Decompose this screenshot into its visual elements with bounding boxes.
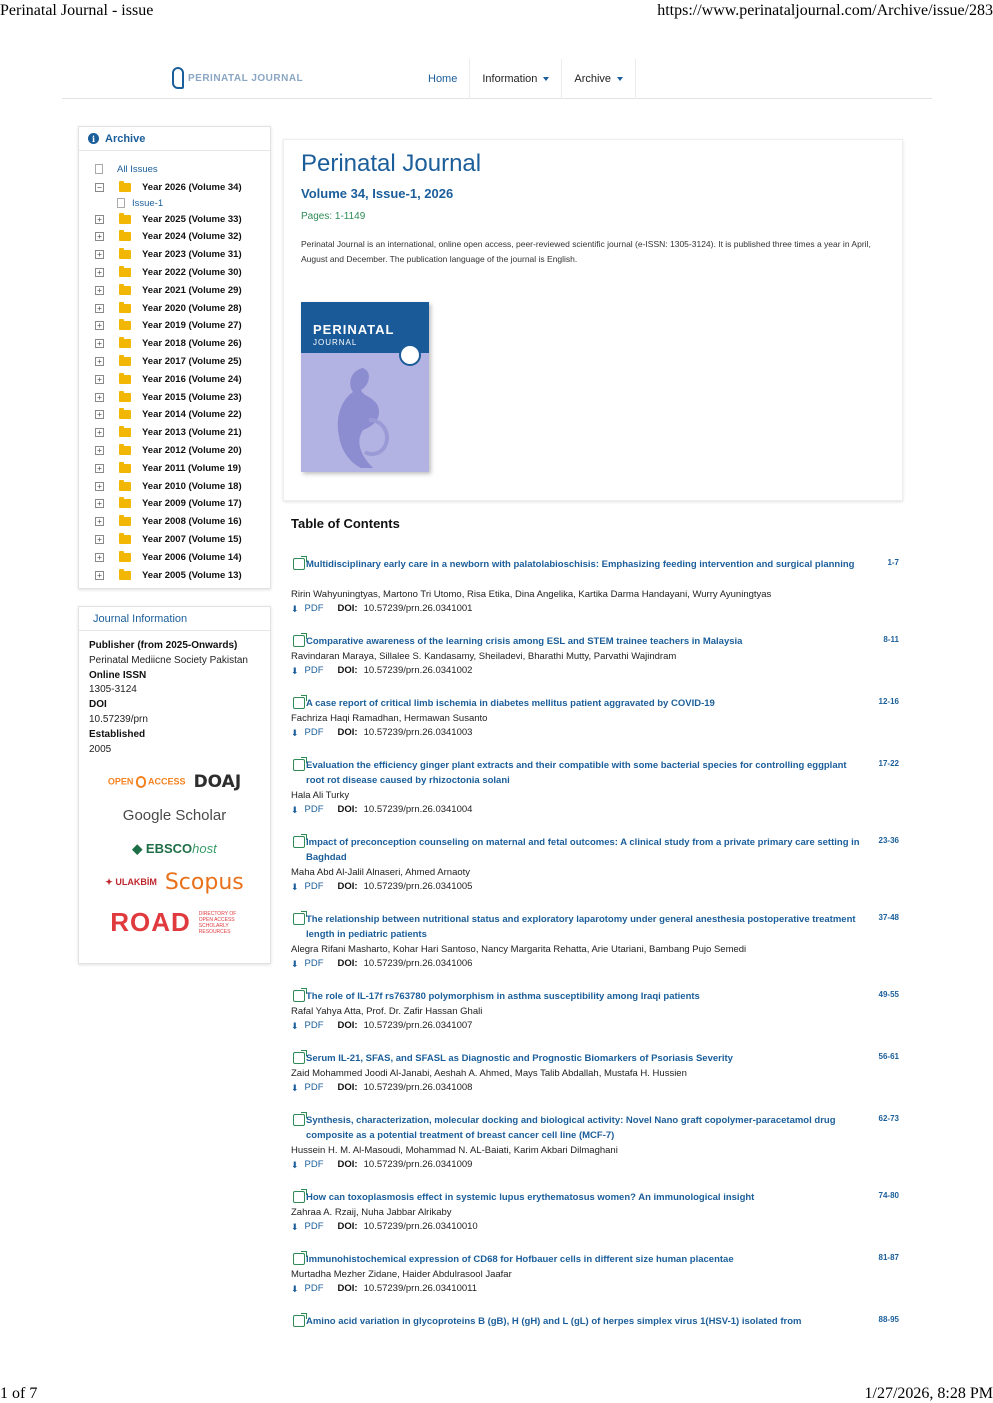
year-label: Year 2023 (Volume 31) xyxy=(142,249,242,261)
year-label: Year 2022 (Volume 30) xyxy=(142,266,242,278)
tree-item-year[interactable] xyxy=(95,211,242,227)
tree-item-year[interactable] xyxy=(95,389,242,405)
folder-icon xyxy=(119,517,131,526)
tree-item-year[interactable] xyxy=(95,496,242,512)
download-icon: ⬇ xyxy=(291,1083,299,1093)
article-authors: Alegra Rifani Masharto, Kohar Hari Santoso, Nancy Margarita Rehatta, Arie Utariani, Bambang Pujo Semedi xyxy=(291,944,747,955)
document-icon xyxy=(117,198,125,208)
article-doi-row xyxy=(291,957,472,971)
doi-label: DOI: xyxy=(337,1020,358,1031)
article-authors: Murtadha Mezher Zidane, Haider Abdulrasool Jaafar xyxy=(291,1269,512,1280)
year-label: Year 2011 (Volume 19) xyxy=(142,462,242,474)
ebsco-badge[interactable] xyxy=(132,841,216,857)
article-authors: Ravindaran Maraya, Sillalee S. Kandasamy, Sheiladevi, Bharathi Mutty, Parvathi Wajindram xyxy=(291,651,677,662)
journal-info-body xyxy=(79,631,270,765)
year-label: Year 2014 (Volume 22) xyxy=(142,409,242,421)
ebsco-host-text: host xyxy=(192,841,217,856)
ebsco-text: EBSCO xyxy=(145,841,193,856)
doi-label: DOI: xyxy=(337,603,358,614)
print-page-number: 1 of 7 xyxy=(0,1385,38,1402)
folder-icon xyxy=(119,571,131,580)
tree-item-year[interactable] xyxy=(95,264,242,280)
external-link-icon xyxy=(293,1052,305,1064)
open-access-lock-icon xyxy=(136,776,146,788)
journal-info-header: Journal Information xyxy=(79,607,270,631)
article-doi-row xyxy=(291,880,472,894)
tree-item-year[interactable] xyxy=(95,478,242,494)
year-label: Year 2016 (Volume 24) xyxy=(142,373,242,385)
article-title-link[interactable]: Immunohistochemical expression of CD68 for Hofbauer cells in different size human placentae xyxy=(306,1254,734,1265)
external-link-icon xyxy=(293,1315,305,1327)
nav-information-label: Information xyxy=(482,73,538,85)
expand-icon[interactable]: + xyxy=(95,393,104,402)
download-icon: ⬇ xyxy=(291,1284,299,1294)
doi-value[interactable]: 10.57239/prn.26.0341002 xyxy=(363,665,473,676)
expand-icon[interactable]: + xyxy=(95,428,104,437)
pdf-link[interactable]: PDF xyxy=(304,665,324,676)
download-icon: ⬇ xyxy=(291,1021,299,1031)
pdf-link[interactable]: PDF xyxy=(304,727,324,738)
expand-icon[interactable]: + xyxy=(95,232,104,241)
doi-label: DOI: xyxy=(337,665,358,676)
tree-item-year[interactable] xyxy=(95,336,242,352)
pdf-link[interactable]: PDF xyxy=(304,881,324,892)
external-link-icon xyxy=(293,990,305,1002)
nav-home[interactable]: Home xyxy=(416,59,470,99)
tree-item-year[interactable] xyxy=(95,229,242,245)
folder-icon xyxy=(119,215,131,224)
journal-logo[interactable] xyxy=(172,67,303,89)
tree-item-year[interactable] xyxy=(95,567,242,583)
journal-title: Perinatal Journal xyxy=(301,150,482,177)
folder-open-icon xyxy=(119,183,131,192)
folder-icon xyxy=(119,304,131,313)
tree-item-year-2026[interactable] xyxy=(95,179,242,195)
doi-label: DOI: xyxy=(337,804,358,815)
cover-title: PERINATAL xyxy=(313,322,395,337)
year-label: Year 2010 (Volume 18) xyxy=(142,480,242,492)
doi-value[interactable]: 10.57239/prn.26.0341007 xyxy=(363,1020,473,1031)
pdf-link[interactable]: PDF xyxy=(304,1159,324,1170)
year-label: Year 2017 (Volume 25) xyxy=(142,355,242,367)
article-authors: Hala Ali Turky xyxy=(291,790,350,801)
expand-icon[interactable]: + xyxy=(95,499,104,508)
document-icon xyxy=(95,164,103,174)
year-label: Year 2021 (Volume 29) xyxy=(142,284,242,296)
article-title-link[interactable]: Synthesis, characterization, molecular docking and biological activity: Novel Nano graft copolymer-paracetamol drug composite as a potential treatment of breast cancer cell line (MCF-7) xyxy=(306,1115,836,1141)
article-doi-row xyxy=(291,803,472,817)
article-doi-row xyxy=(291,1019,472,1033)
article-authors: Hussein H. M. Al-Masoudi, Mohammad N. AL-Baiati, Karim Akbari Dilmaghani xyxy=(291,1145,618,1156)
issn-label: Online ISSN xyxy=(89,669,147,681)
logo-icon xyxy=(172,67,184,89)
article-authors: Fachriza Haqi Ramadhan, Hermawan Susanto xyxy=(291,713,488,724)
tree-item-all-issues[interactable] xyxy=(95,161,158,177)
article-pages: 23-36 xyxy=(878,836,899,845)
download-icon: ⬇ xyxy=(291,959,299,969)
year-label: Year 2013 (Volume 21) xyxy=(142,427,242,439)
year-label: Year 2009 (Volume 17) xyxy=(142,498,242,510)
publisher-label: Publisher (from 2025-Onwards) xyxy=(89,640,238,651)
pdf-link[interactable]: PDF xyxy=(304,1082,324,1093)
established-value: 2005 xyxy=(89,743,112,755)
issue-link[interactable]: Issue-1 xyxy=(132,197,164,209)
badge-row-ebsco xyxy=(79,841,270,857)
article-authors: Zaid Mohammed Joodi Al-Janabi, Aeshah A. Ahmed, Mays Talib Abdallah, Mustafa H. Hussien xyxy=(291,1068,687,1079)
year-label: Year 2006 (Volume 14) xyxy=(142,551,242,563)
doi-value[interactable]: 10.57239/prn.26.0341009 xyxy=(363,1159,473,1170)
tree-item-year[interactable] xyxy=(95,282,242,298)
folder-icon xyxy=(119,553,131,562)
doi-value[interactable]: 10.57239/prn.26.0341001 xyxy=(363,603,473,614)
chevron-down-icon xyxy=(543,77,549,81)
pregnant-silhouette-icon xyxy=(311,360,411,470)
info-icon: i xyxy=(88,133,99,144)
archive-panel-title: Archive xyxy=(105,132,146,145)
tubitak-icon: ✦ xyxy=(105,877,113,887)
badge-row-oa-doaj xyxy=(79,772,270,792)
doi-label: DOI: xyxy=(337,1159,358,1170)
issn-value: 1305-3124 xyxy=(89,684,137,696)
pdf-link[interactable]: PDF xyxy=(304,958,324,969)
expand-icon[interactable]: + xyxy=(95,268,104,277)
doi-label: DOI: xyxy=(337,1082,358,1093)
article-pages: 17-22 xyxy=(878,759,899,768)
article-title-link[interactable]: Evaluation the efficiency ginger plant extracts and their compatible with some bacterial species for controlling eggplant root rot disease caused by rhizoctonia solani xyxy=(306,760,847,786)
article-authors: Zahraa A. Rzaij, Nuha Jabbar Alrikaby xyxy=(291,1207,452,1218)
pdf-link[interactable]: PDF xyxy=(304,1020,324,1031)
expand-icon[interactable]: + xyxy=(95,215,104,224)
article-doi-row xyxy=(291,726,472,740)
issue-cover-image xyxy=(301,302,429,472)
download-icon: ⬇ xyxy=(291,666,299,676)
tree-item-year[interactable] xyxy=(95,371,242,387)
article-pages: 12-16 xyxy=(878,697,899,706)
download-icon: ⬇ xyxy=(291,1222,299,1232)
article-doi-row xyxy=(291,1282,477,1296)
expand-icon[interactable]: + xyxy=(95,464,104,473)
article-title-link[interactable]: A case report of critical limb ischemia in diabetes mellitus patient aggravated by COVID-19 xyxy=(306,698,715,709)
folder-icon xyxy=(119,464,131,473)
folder-icon xyxy=(119,375,131,384)
article-pages: 56-61 xyxy=(878,1052,899,1061)
article-pages: 49-55 xyxy=(878,990,899,999)
road-badge[interactable]: ROAD xyxy=(110,907,191,937)
expand-icon[interactable]: + xyxy=(95,535,104,544)
doi-value[interactable]: 10.57239/prn.26.03410011 xyxy=(363,1283,478,1294)
folder-icon xyxy=(119,250,131,259)
journal-info-panel xyxy=(78,606,271,964)
external-link-icon xyxy=(293,558,305,570)
expand-icon[interactable]: + xyxy=(95,446,104,455)
article-pages: 88-95 xyxy=(878,1315,899,1324)
article-pages: 8-11 xyxy=(883,635,899,644)
tree-item-year[interactable] xyxy=(95,407,242,423)
external-link-icon xyxy=(293,697,305,709)
external-link-icon xyxy=(293,1114,305,1126)
folder-icon xyxy=(119,482,131,491)
doi-label: DOI: xyxy=(337,1283,358,1294)
article-pages: 37-48 xyxy=(878,913,899,922)
article-title-link[interactable]: The relationship between nutritional status and exploratory laparotomy under general anesthesia postoperative treatment length in pediatric patients xyxy=(306,914,856,940)
expand-icon[interactable]: + xyxy=(95,357,104,366)
year-label: Year 2025 (Volume 33) xyxy=(142,213,242,225)
folder-icon xyxy=(119,410,131,419)
ulakbim-badge[interactable] xyxy=(105,877,157,888)
external-link-icon xyxy=(293,836,305,848)
folder-icon xyxy=(119,286,131,295)
download-icon: ⬇ xyxy=(291,805,299,815)
tree-item-year[interactable] xyxy=(95,531,242,547)
article-pages: 74-80 xyxy=(878,1191,899,1200)
doi-value[interactable]: 10.57239/prn.26.0341004 xyxy=(363,804,473,815)
tree-item-year[interactable] xyxy=(95,460,241,476)
expand-icon[interactable]: + xyxy=(95,517,104,526)
pdf-link[interactable]: PDF xyxy=(304,603,324,614)
established-label: Established xyxy=(89,728,146,740)
nav-archive-label: Archive xyxy=(574,73,612,85)
article-title-link[interactable]: Amino acid variation in glycoproteins B (gB), H (gH) and L (gL) of herpes simplex virus 1(HSV-1) isolated from xyxy=(306,1316,802,1327)
article-pages: 81-87 xyxy=(878,1253,899,1262)
folder-icon xyxy=(119,535,131,544)
cover-subtitle: JOURNAL xyxy=(313,338,358,347)
article-title-link[interactable]: Multidisciplinary early care in a newborn with palatolabioschisis: Emphasizing feeding intervention and surgical planning xyxy=(306,559,855,570)
download-icon: ⬇ xyxy=(291,728,299,738)
year-label: Year 2020 (Volume 28) xyxy=(142,302,242,314)
toc-title: Table of Contents xyxy=(291,516,400,531)
tree-item-year[interactable] xyxy=(95,514,242,530)
top-navbar xyxy=(62,59,932,99)
article-doi-row xyxy=(291,1220,478,1234)
logo-text: PERINATAL JOURNAL xyxy=(188,72,304,84)
doi-value: 10.57239/prn xyxy=(89,713,148,725)
folder-icon xyxy=(119,268,131,277)
expand-icon[interactable]: + xyxy=(95,375,104,384)
tree-item-year[interactable] xyxy=(95,353,242,369)
tree-item-issue-1[interactable] xyxy=(117,195,163,211)
external-link-icon xyxy=(293,759,305,771)
doi-label: DOI: xyxy=(337,1221,358,1232)
badge-row-google-scholar xyxy=(79,807,270,824)
nav-menu xyxy=(416,59,636,99)
badge-row-road xyxy=(79,907,270,938)
collapse-icon[interactable]: − xyxy=(95,183,104,192)
article-doi-row xyxy=(291,1158,472,1172)
expand-icon[interactable]: + xyxy=(95,286,104,295)
year-label: Year 2024 (Volume 32) xyxy=(142,231,242,243)
folder-icon xyxy=(119,446,131,455)
year-label: Year 2026 (Volume 34) xyxy=(142,181,242,193)
pdf-link[interactable]: PDF xyxy=(304,1221,324,1232)
doaj-badge[interactable]: DOAJ xyxy=(193,772,242,792)
print-datetime: 1/27/2026, 8:28 PM xyxy=(864,1385,993,1402)
external-link-icon xyxy=(293,913,305,925)
pdf-link[interactable]: PDF xyxy=(304,1283,324,1294)
expand-icon[interactable]: + xyxy=(95,553,104,562)
scopus-badge[interactable]: Scopus xyxy=(164,870,244,895)
road-subtitle: DIRECTORY OF OPEN ACCESS SCHOLARLY RESOURCES xyxy=(198,910,237,935)
expand-icon[interactable]: + xyxy=(95,339,104,348)
article-doi-row xyxy=(291,1081,472,1095)
folder-icon xyxy=(119,499,131,508)
article-title-link[interactable]: How can toxoplasmosis effect in systemic lupus erythematosus women? An immunological insight xyxy=(306,1192,755,1203)
folder-icon xyxy=(119,232,131,241)
ebsco-leaf-icon: ◆ xyxy=(132,841,143,856)
nav-information[interactable] xyxy=(470,59,562,99)
article-authors: Maha Abd Al-Jalil Alnaseri, Ahmed Arnaoty xyxy=(291,867,471,878)
article-authors: Rafal Yahya Atta, Prof. Dr. Zafir Hassan Ghali xyxy=(291,1006,483,1017)
tree-item-year[interactable] xyxy=(95,318,242,334)
open-access-open: OPEN xyxy=(107,776,134,787)
year-label: Year 2005 (Volume 13) xyxy=(142,569,242,581)
journal-description: Perinatal Journal is an international, online open access, peer-reviewed scientific journal (e-ISSN: 1305-3124). It is published three times a year in April, August and December. The publication language of the journal is English. xyxy=(301,239,871,264)
article-title-link[interactable]: The role of IL-17f rs763780 polymorphism in asthma susceptibility among Iraqi patients xyxy=(306,991,700,1002)
doi-label: DOI: xyxy=(337,958,358,969)
pdf-link[interactable]: PDF xyxy=(304,804,324,815)
download-icon: ⬇ xyxy=(291,1160,299,1170)
expand-icon[interactable]: + xyxy=(95,250,104,259)
article-doi-row xyxy=(291,664,472,678)
doi-label: DOI: xyxy=(337,881,358,892)
open-access-access: ACCESS xyxy=(148,776,186,787)
doi-label: DOI xyxy=(89,699,107,711)
chevron-down-icon xyxy=(617,77,623,81)
download-icon: ⬇ xyxy=(291,604,299,614)
article-pages: 62-73 xyxy=(878,1114,899,1123)
issue-pages: Pages: 1-1149 xyxy=(301,211,366,222)
volume-title: Volume 34, Issue-1, 2026 xyxy=(301,186,454,201)
tree-item-year[interactable] xyxy=(95,425,242,441)
folder-icon xyxy=(119,393,131,402)
article-title-link[interactable]: Serum IL-21, SFAS, and SFASL as Diagnostic and Prognostic Biomarkers of Psoriasis Severity xyxy=(306,1053,733,1064)
publisher-value: Perinatal Mediicne Society Pakistan xyxy=(89,654,248,666)
issue-header-card xyxy=(283,139,903,501)
article-title-link[interactable]: Impact of preconception counseling on maternal and fetal outcomes: A clinical study from a private primary care setting in Baghdad xyxy=(306,837,860,863)
badge-row-ulakbim-scopus xyxy=(79,870,270,895)
year-label: Year 2012 (Volume 20) xyxy=(142,444,242,456)
year-label: Year 2015 (Volume 23) xyxy=(142,391,242,403)
folder-icon xyxy=(119,428,131,437)
tree-item-year[interactable] xyxy=(95,300,242,316)
open-access-badge[interactable] xyxy=(108,776,186,788)
print-page-title: Perinatal Journal - issue xyxy=(0,2,154,19)
all-issues-link[interactable]: All Issues xyxy=(117,163,158,175)
download-icon: ⬇ xyxy=(291,882,299,892)
year-label: Year 2019 (Volume 27) xyxy=(142,320,242,332)
article-authors: Ririn Wahyuningtyas, Martono Tri Utomo, Risa Etika, Dina Angelika, Kartika Darma Handayani, Wurry Ayuningtyas xyxy=(291,589,772,600)
nav-archive[interactable] xyxy=(562,59,636,99)
expand-icon[interactable]: + xyxy=(95,571,104,580)
doi-value[interactable]: 10.57239/prn.26.0341006 xyxy=(363,958,473,969)
google-scholar-badge[interactable]: Google Scholar xyxy=(122,807,227,824)
doi-label: DOI: xyxy=(337,727,358,738)
expand-icon[interactable]: + xyxy=(95,410,104,419)
print-page-url: https://www.perinataljournal.com/Archive/issue/283 xyxy=(657,2,993,19)
archive-panel xyxy=(78,126,271,589)
article-title-link[interactable]: Comparative awareness of the learning crisis among ESL and STEM trainee teachers in Malaysia xyxy=(306,636,743,647)
folder-icon xyxy=(119,339,131,348)
folder-icon xyxy=(119,321,131,330)
folder-icon xyxy=(119,357,131,366)
article-doi-row xyxy=(291,602,472,616)
year-label: Year 2008 (Volume 16) xyxy=(142,516,242,528)
tree-item-year[interactable] xyxy=(95,549,242,565)
year-label: Year 2018 (Volume 26) xyxy=(142,338,242,350)
tree-item-year[interactable] xyxy=(95,247,242,263)
doi-value[interactable]: 10.57239/prn.26.0341008 xyxy=(363,1082,473,1093)
ulakbim-text: ULAKBİM xyxy=(115,877,157,887)
expand-icon[interactable]: + xyxy=(95,321,104,330)
doi-value[interactable]: 10.57239/prn.26.03410010 xyxy=(363,1221,478,1232)
expand-icon[interactable]: + xyxy=(95,482,104,491)
external-link-icon xyxy=(293,1191,305,1203)
year-label: Year 2007 (Volume 15) xyxy=(142,533,242,545)
external-link-icon xyxy=(293,635,305,647)
archive-panel-header xyxy=(79,127,270,151)
article-pages: 1-7 xyxy=(887,558,899,567)
doi-value[interactable]: 10.57239/prn.26.0341005 xyxy=(363,881,473,892)
external-link-icon xyxy=(293,1253,305,1265)
expand-icon[interactable]: + xyxy=(95,304,104,313)
tree-item-year[interactable] xyxy=(95,442,242,458)
doi-value[interactable]: 10.57239/prn.26.0341003 xyxy=(363,727,473,738)
